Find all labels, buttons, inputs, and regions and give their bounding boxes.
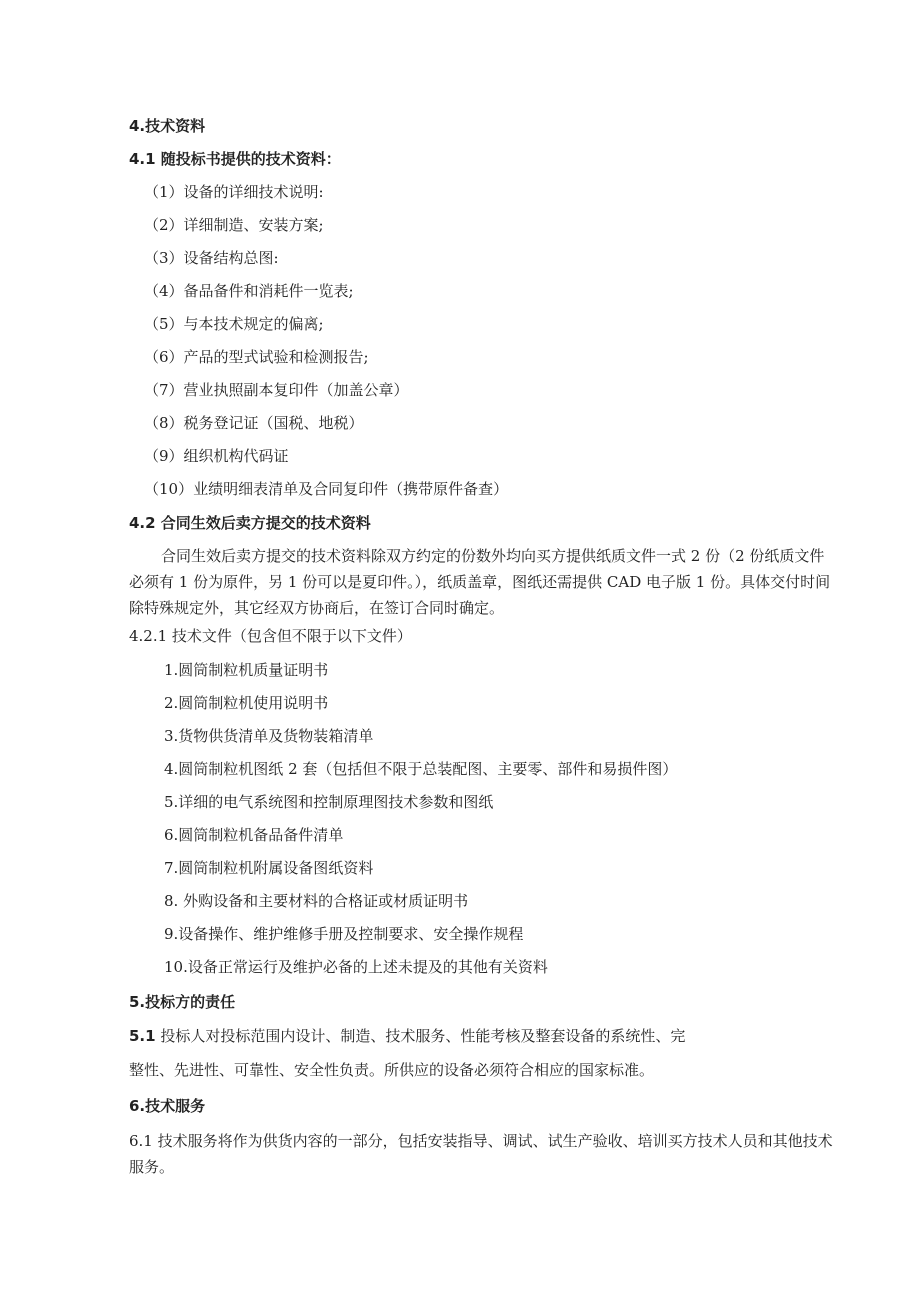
list-item: 6.圆筒制粒机备品备件清单 [164, 826, 344, 844]
list-item: （6）产品的型式试验和检测报告; [144, 348, 369, 366]
list-item: 9.设备操作、维护维修手册及控制要求、安全操作规程 [164, 925, 524, 943]
list-item: 2.圆筒制粒机使用说明书 [164, 694, 329, 712]
list-item: （5）与本技术规定的偏离; [144, 315, 324, 333]
list-item: 7.圆筒制粒机附属设备图纸资料 [164, 859, 374, 877]
list-item: 8. 外购设备和主要材料的合格证或材质证明书 [164, 892, 469, 910]
list-item: （2）详细制造、安装方案; [144, 216, 324, 234]
section-6-1-paragraph: 6.1 技术服务将作为供货内容的一部分，包括安装指导、调试、试生产验收、培训买方技术人员和其他技术服务。 [129, 1132, 833, 1176]
section-5-heading: 5.投标方的责任 [129, 993, 236, 1011]
list-item: （10）业绩明细表清单及合同复印件（携带原件备查） [144, 480, 509, 498]
section-6-heading: 6.技术服务 [129, 1097, 206, 1115]
section-5-1-text: 投标人对投标范围内设计、制造、技术服务、性能考核及整套设备的系统性、完 [155, 1027, 686, 1045]
list-item: 10.设备正常运行及维护必备的上述未提及的其他有关资料 [164, 958, 548, 976]
list-item: （4）备品备件和消耗件一览表; [144, 282, 354, 300]
section-5-1-line-1 [129, 1026, 685, 1046]
section-4-2-1-heading: 4.2.1 技术文件（包含但不限于以下文件） [129, 627, 412, 645]
list-item: （9）组织机构代码证 [144, 447, 289, 465]
list-item: （3）设备结构总图: [144, 249, 279, 267]
list-item: 5.详细的电气系统图和控制原理图技术参数和图纸 [164, 793, 494, 811]
list-item: （8）税务登记证（国税、地税） [144, 414, 364, 432]
list-item: 4.圆筒制粒机图纸 2 套（包括但不限于总装配图、主要零、部件和易损件图） [164, 760, 678, 778]
section-4-2-paragraph: 合同生效后卖方提交的技术资料除双方约定的份数外均向买方提供纸质文件一式 2 份（2 份纸质文件必须有 1 份为原件，另 1 份可以是夏印件。），纸质盖章，图纸还需提供 CAD 电子版 1 份。具体交付时间除特殊规定外，其它经双方协商后，在签订合同时确定。 [129, 547, 831, 617]
section-5-1-label: 5.1 [129, 1027, 156, 1045]
list-item: 3.货物供货清单及货物装箱清单 [164, 727, 374, 745]
section-5-1-line-2: 整性、先进性、可靠性、安全性负责。所供应的设备必须符合相应的国家标准。 [129, 1061, 655, 1079]
section-4-heading: 4.技术资料 [129, 117, 206, 135]
list-item: （7）营业执照副本复印件（加盖公章） [144, 381, 409, 399]
section-4-1-heading: 4.1 随投标书提供的技术资料： [129, 150, 341, 168]
section-4-2-heading: 4.2 合同生效后卖方提交的技术资料 [129, 514, 371, 532]
list-item: （1）设备的详细技术说明: [144, 183, 324, 201]
list-item: 1.圆筒制粒机质量证明书 [164, 661, 329, 679]
